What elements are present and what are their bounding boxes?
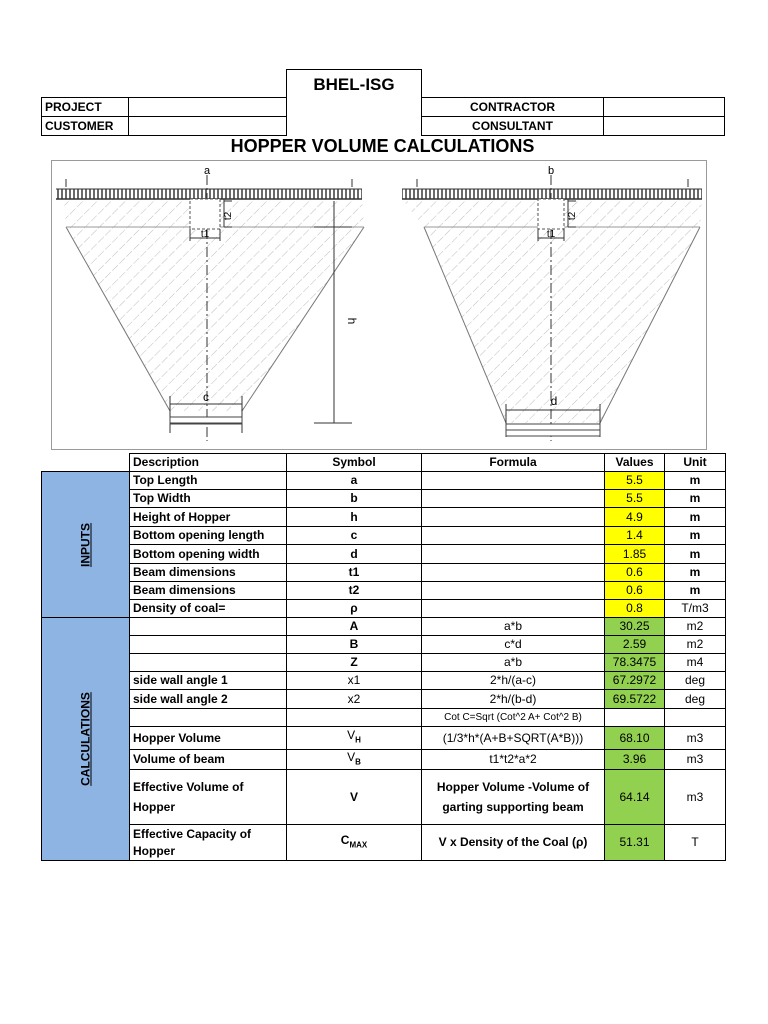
input-symbol: c: [287, 527, 422, 545]
calc-symbol: A: [287, 618, 422, 636]
calculations-group: [42, 618, 130, 861]
input-unit: m: [665, 582, 726, 600]
effective-volume-unit: m3: [665, 770, 726, 825]
calc-symbol: x2: [287, 690, 422, 709]
calc-formula: 2*h/(b-d): [422, 690, 605, 709]
hopper-volume-label: Hopper Volume: [130, 727, 287, 750]
calc-unit: m2: [665, 618, 726, 636]
input-value[interactable]: 0.6: [605, 564, 665, 582]
beam-volume-formula: t1*t2*a*2: [422, 750, 605, 770]
calc-value: 69.5722: [605, 690, 665, 709]
input-description: Beam dimensions: [130, 582, 287, 600]
input-description: Top Width: [130, 490, 287, 508]
calc-value: 2.59: [605, 636, 665, 654]
beam-volume-label: Volume of beam: [130, 750, 287, 770]
calc-value: 30.25: [605, 618, 665, 636]
calc-symbol: x1: [287, 672, 422, 690]
header-description: Description: [130, 454, 287, 472]
customer-value[interactable]: [129, 117, 287, 136]
input-value[interactable]: 1.4: [605, 527, 665, 545]
label-c: c: [203, 390, 209, 404]
calc-description: side wall angle 2: [130, 690, 287, 709]
calc-unit: deg: [665, 672, 726, 690]
input-symbol: t1: [287, 564, 422, 582]
beam-volume-symbol: $V_B$: [287, 750, 422, 770]
effective-capacity-label: Effective Capacity of Hopper: [130, 825, 287, 861]
calculation-table: [41, 453, 726, 861]
calc-description: [130, 636, 287, 654]
hopper-volume-formula: (1/3*h*(A+B+SQRT(A*B))): [422, 727, 605, 750]
input-unit: m: [665, 564, 726, 582]
calc-symbol: [287, 709, 422, 727]
calc-unit: m4: [665, 654, 726, 672]
consultant-label: CONSULTANT: [422, 117, 604, 136]
header-values: Values: [605, 454, 665, 472]
input-description: Beam dimensions: [130, 564, 287, 582]
input-unit: m: [665, 472, 726, 490]
input-formula: [422, 472, 605, 490]
input-description: Bottom opening width: [130, 545, 287, 564]
input-unit: m: [665, 527, 726, 545]
project-value[interactable]: [129, 98, 287, 117]
label-t2-left: t2: [223, 211, 234, 221]
page-title: HOPPER VOLUME CALCULATIONS: [230, 136, 535, 156]
input-formula: [422, 490, 605, 508]
beam-volume-value: 3.96: [605, 750, 665, 770]
input-unit: T/m3: [665, 600, 726, 618]
calc-symbol: B: [287, 636, 422, 654]
calc-description: [130, 654, 287, 672]
label-t1-right: t1: [546, 229, 556, 240]
label-d: d: [550, 394, 558, 408]
right-hopper-drawing: [402, 165, 702, 441]
contractor-label: CONTRACTOR: [422, 98, 604, 117]
cot-formula: Cot C=Sqrt (Cot^2 A+ Cot^2 B): [422, 709, 605, 727]
label-h: h: [345, 317, 359, 325]
calc-formula: c*d: [422, 636, 605, 654]
calc-symbol: Z: [287, 654, 422, 672]
calculations-label: CALCULATIONS: [78, 692, 92, 787]
label-b: b: [547, 165, 555, 177]
calc-formula: 2*h/(a-c): [422, 672, 605, 690]
header-table: [41, 97, 725, 136]
beam-volume-unit: m3: [665, 750, 726, 770]
header-symbol: Symbol: [287, 454, 422, 472]
input-value[interactable]: 5.5: [605, 472, 665, 490]
input-unit: m: [665, 490, 726, 508]
input-value[interactable]: 0.8: [605, 600, 665, 618]
calc-description: [130, 618, 287, 636]
contractor-value[interactable]: [604, 98, 725, 117]
header-unit: Unit: [665, 454, 726, 472]
calc-description: [130, 709, 287, 727]
inputs-label: INPUTS: [78, 522, 92, 567]
input-formula: [422, 508, 605, 527]
consultant-value[interactable]: [604, 117, 725, 136]
calc-unit: [665, 709, 726, 727]
label-a: a: [203, 165, 211, 177]
customer-label: CUSTOMER: [42, 117, 129, 136]
effective-volume-symbol: V: [287, 770, 422, 825]
effective-volume-label: Effective Volume of Hopper: [130, 770, 287, 825]
effective-volume-formula: Hopper Volume -Volume of garting supporting beam: [422, 770, 605, 825]
hopper-volume-unit: m3: [665, 727, 726, 750]
calc-value: 67.2972: [605, 672, 665, 690]
input-formula: [422, 600, 605, 618]
input-symbol: ρ: [287, 600, 422, 618]
document-title: BHEL-ISG: [286, 69, 422, 99]
input-formula: [422, 564, 605, 582]
effective-capacity-symbol: $C_{MAX}$: [287, 825, 422, 861]
input-symbol: a: [287, 472, 422, 490]
input-formula: [422, 545, 605, 564]
input-value[interactable]: 1.85: [605, 545, 665, 564]
input-formula: [422, 527, 605, 545]
hopper-volume-value: 68.10: [605, 727, 665, 750]
input-value[interactable]: 0.6: [605, 582, 665, 600]
effective-capacity-formula: V x Density of the Coal (ρ): [422, 825, 605, 861]
project-label: PROJECT: [42, 98, 129, 117]
calc-formula: a*b: [422, 618, 605, 636]
input-value[interactable]: 5.5: [605, 490, 665, 508]
calc-formula: a*b: [422, 654, 605, 672]
input-symbol: b: [287, 490, 422, 508]
label-t2-right: t2: [567, 211, 578, 221]
label-t1-left: t1: [200, 229, 210, 240]
calc-value: [605, 709, 665, 727]
input-formula: [422, 582, 605, 600]
hopper-diagram: [51, 160, 707, 450]
effective-capacity-value: 51.31: [605, 825, 665, 861]
input-symbol: t2: [287, 582, 422, 600]
inputs-group: [42, 472, 130, 618]
input-symbol: h: [287, 508, 422, 527]
input-unit: m: [665, 545, 726, 564]
input-description: Density of coal=: [130, 600, 287, 618]
header-formula: Formula: [422, 454, 605, 472]
input-symbol: d: [287, 545, 422, 564]
input-unit: m: [665, 508, 726, 527]
input-description: Top Length: [130, 472, 287, 490]
calc-description: side wall angle 1: [130, 672, 287, 690]
input-description: Height of Hopper: [130, 508, 287, 527]
hopper-volume-symbol: $V_H$: [287, 727, 422, 750]
left-hopper-drawing: [56, 165, 364, 441]
input-description: Bottom opening length: [130, 527, 287, 545]
calc-unit: m2: [665, 636, 726, 654]
calc-value: 78.3475: [605, 654, 665, 672]
calc-unit: deg: [665, 690, 726, 709]
effective-capacity-unit: T: [665, 825, 726, 861]
input-value[interactable]: 4.9: [605, 508, 665, 527]
effective-volume-value: 64.14: [605, 770, 665, 825]
